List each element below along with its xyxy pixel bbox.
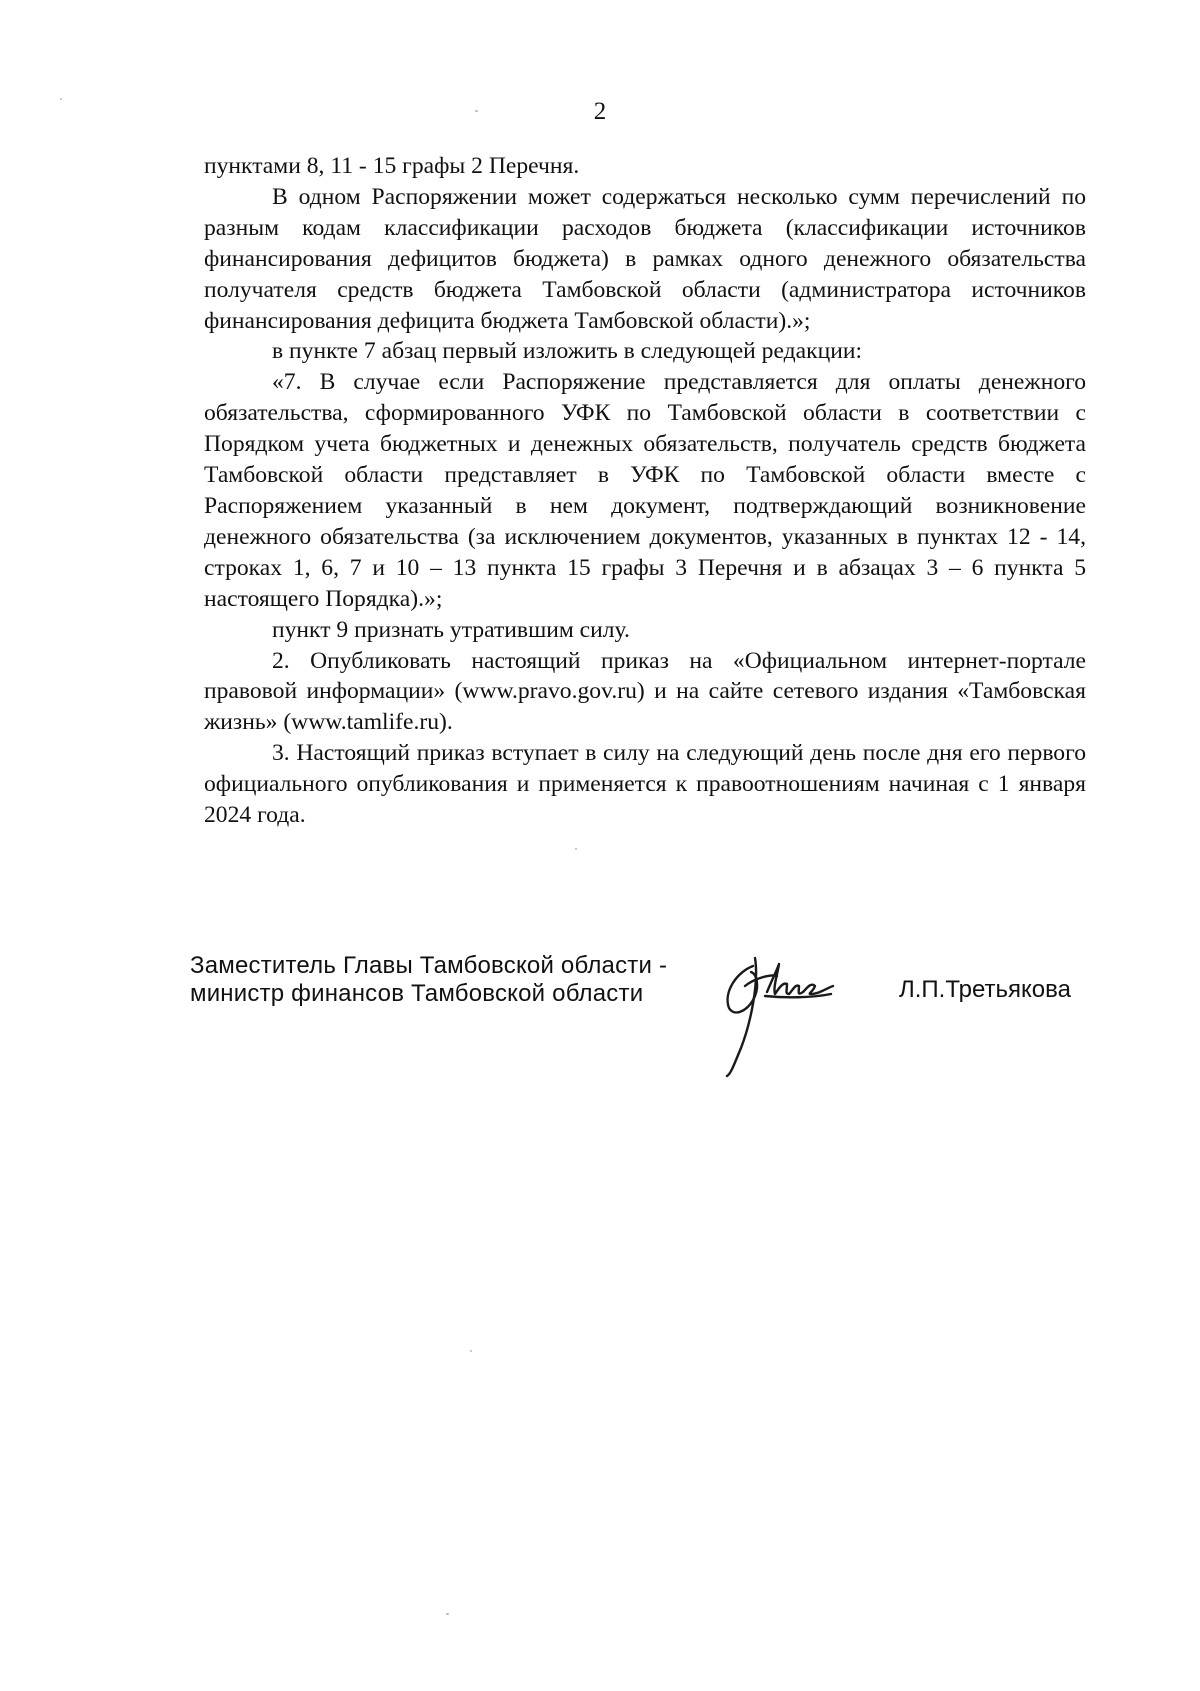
signatory-position-line-2: министр финансов Тамбовской области xyxy=(190,980,644,1007)
scan-speck xyxy=(575,848,577,850)
scan-speck xyxy=(470,1350,472,1352)
signatory-position-line-1: Заместитель Главы Тамбовской области - xyxy=(190,952,668,979)
scan-speck xyxy=(446,1613,449,1615)
paragraph-publish: 2. Опубликовать настоящий приказ на «Официальном интернет-портале правовой информации» (www.pravo.gov.ru) и на сайте сетевого издания «Тамбовская жизнь» (www.tamlife.ru). xyxy=(204,647,1086,736)
page-number: 2 xyxy=(593,98,607,125)
scan-speck xyxy=(60,98,62,100)
paragraph-item-9: пункт 9 признать утратившим силу. xyxy=(272,616,630,643)
handwritten-signature xyxy=(715,952,835,1078)
paragraph-item-7-intro: в пункте 7 абзац первый изложить в следующей редакции: xyxy=(272,338,863,365)
document-body xyxy=(204,151,1086,831)
paragraph-multiple-sums: В одном Распоряжении может содержаться несколько сумм перечислений по разным кодам классификации расходов бюджета (классификации источников финансирования дефицитов бюджета) в рамках одного денежного обязательства получателя средств бюджета Тамбовской области (администратора источников финансирования дефицита бюджета Тамбовской области).»; xyxy=(204,183,1086,334)
signature-block xyxy=(190,952,1090,1112)
scan-speck xyxy=(475,110,478,112)
paragraph-continuation: пунктами 8, 11 - 15 графы 2 Перечня. xyxy=(204,153,580,179)
signatory-name: Л.П.Третьякова xyxy=(899,976,1071,1003)
signatory-position xyxy=(190,952,667,1008)
paragraph-effective-date: 3. Настоящий приказ вступает в силу на следующий день после дня его первого официального опубликования и применяется к правоотношениям начиная с 1 января 2024 года. xyxy=(204,740,1086,829)
paragraph-item-7-text: «7. В случае если Распоряжение представляется для оплаты денежного обязательства, сформированного УФК по Тамбовской области в соответствии с Порядком учета бюджетных и денежных обязательств, получатель средств бюджета Тамбовской области представляет в УФК по Тамбовской области вместе с Распоряжением указанный в нем документ, подтверждающий возникновение денежного обязательства (за исключением документов, указанных в пунктах 12 - 14, строках 1, 6, 7 и 10 – 13 пункта 15 графы 3 Перечня и в абзацах 3 – 6 пункта 5 настоящего Порядка).»; xyxy=(204,369,1086,612)
